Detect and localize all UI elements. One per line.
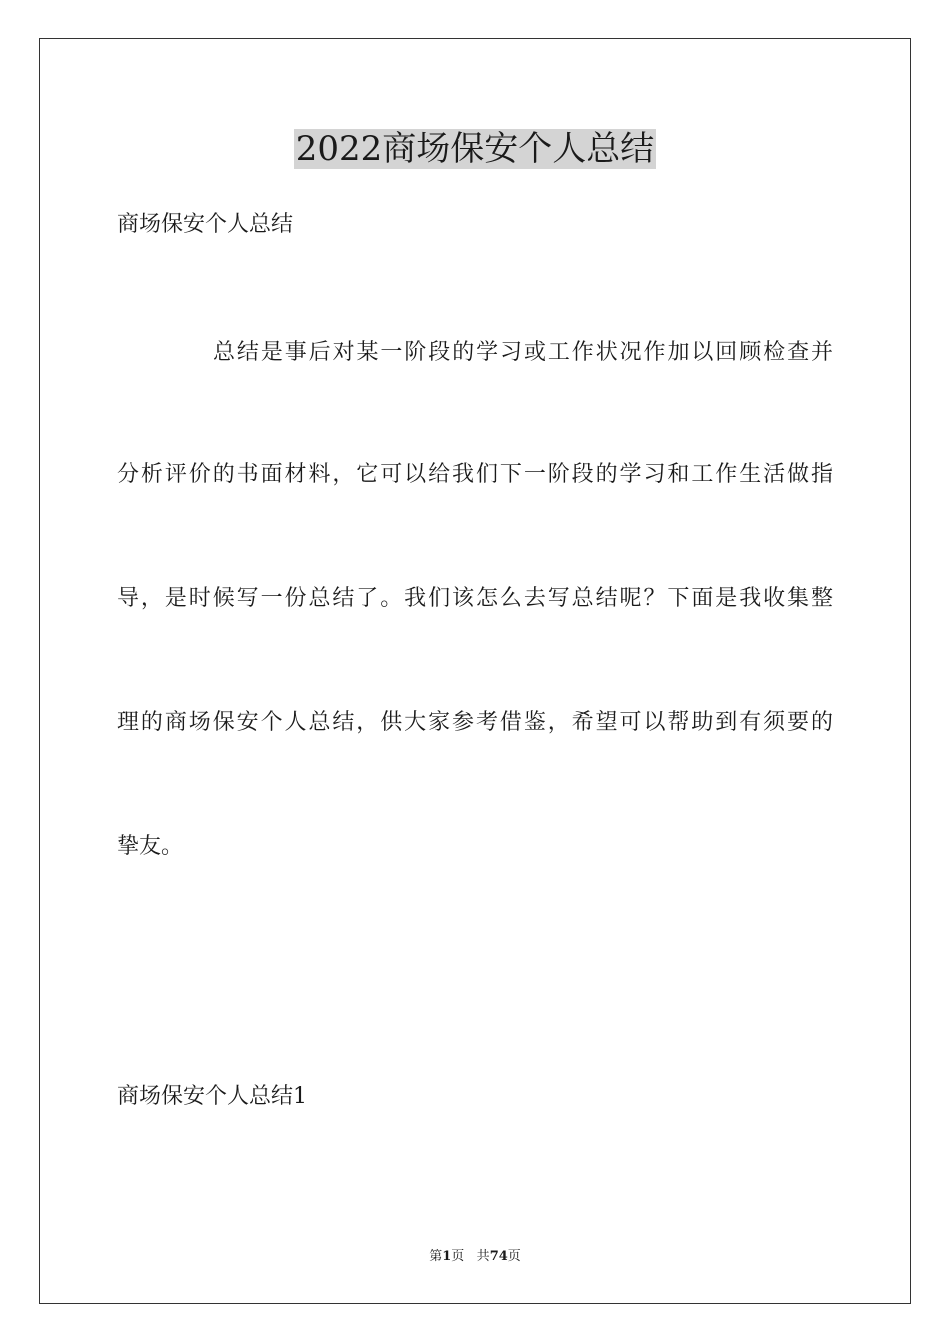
document-subtitle: 商场保安个人总结 [117,212,294,237]
document-title [0,128,950,170]
page-footer [0,1248,950,1266]
footer-total-pages: 74 [489,1249,508,1264]
section-heading: 商场保安个人总结1 [117,1084,307,1109]
footer-total-suffix: 页 [507,1249,521,1264]
paragraph-line-4: 理的商场保安个人总结，供大家参考借鉴，希望可以帮助到有须要的 [117,710,833,735]
document-title-text: 2022商场保安个人总结 [295,129,655,169]
paragraph-line-1: 总结是事后对某一阶段的学习或工作状况作加以回顾检查并 [213,340,833,365]
paragraph-line-3: 导，是时候写一份总结了。我们该怎么去写总结呢？下面是我收集整 [117,586,833,611]
paragraph-line-5: 挚友。 [117,834,184,859]
footer-page-prefix: 第 [429,1249,443,1264]
footer-page-number: 1 [442,1249,452,1264]
footer-page-suffix: 页 [451,1249,465,1264]
footer-total-prefix: 共 [476,1249,490,1264]
paragraph-line-2: 分析评价的书面材料，它可以给我们下一阶段的学习和工作生活做指 [117,462,833,487]
